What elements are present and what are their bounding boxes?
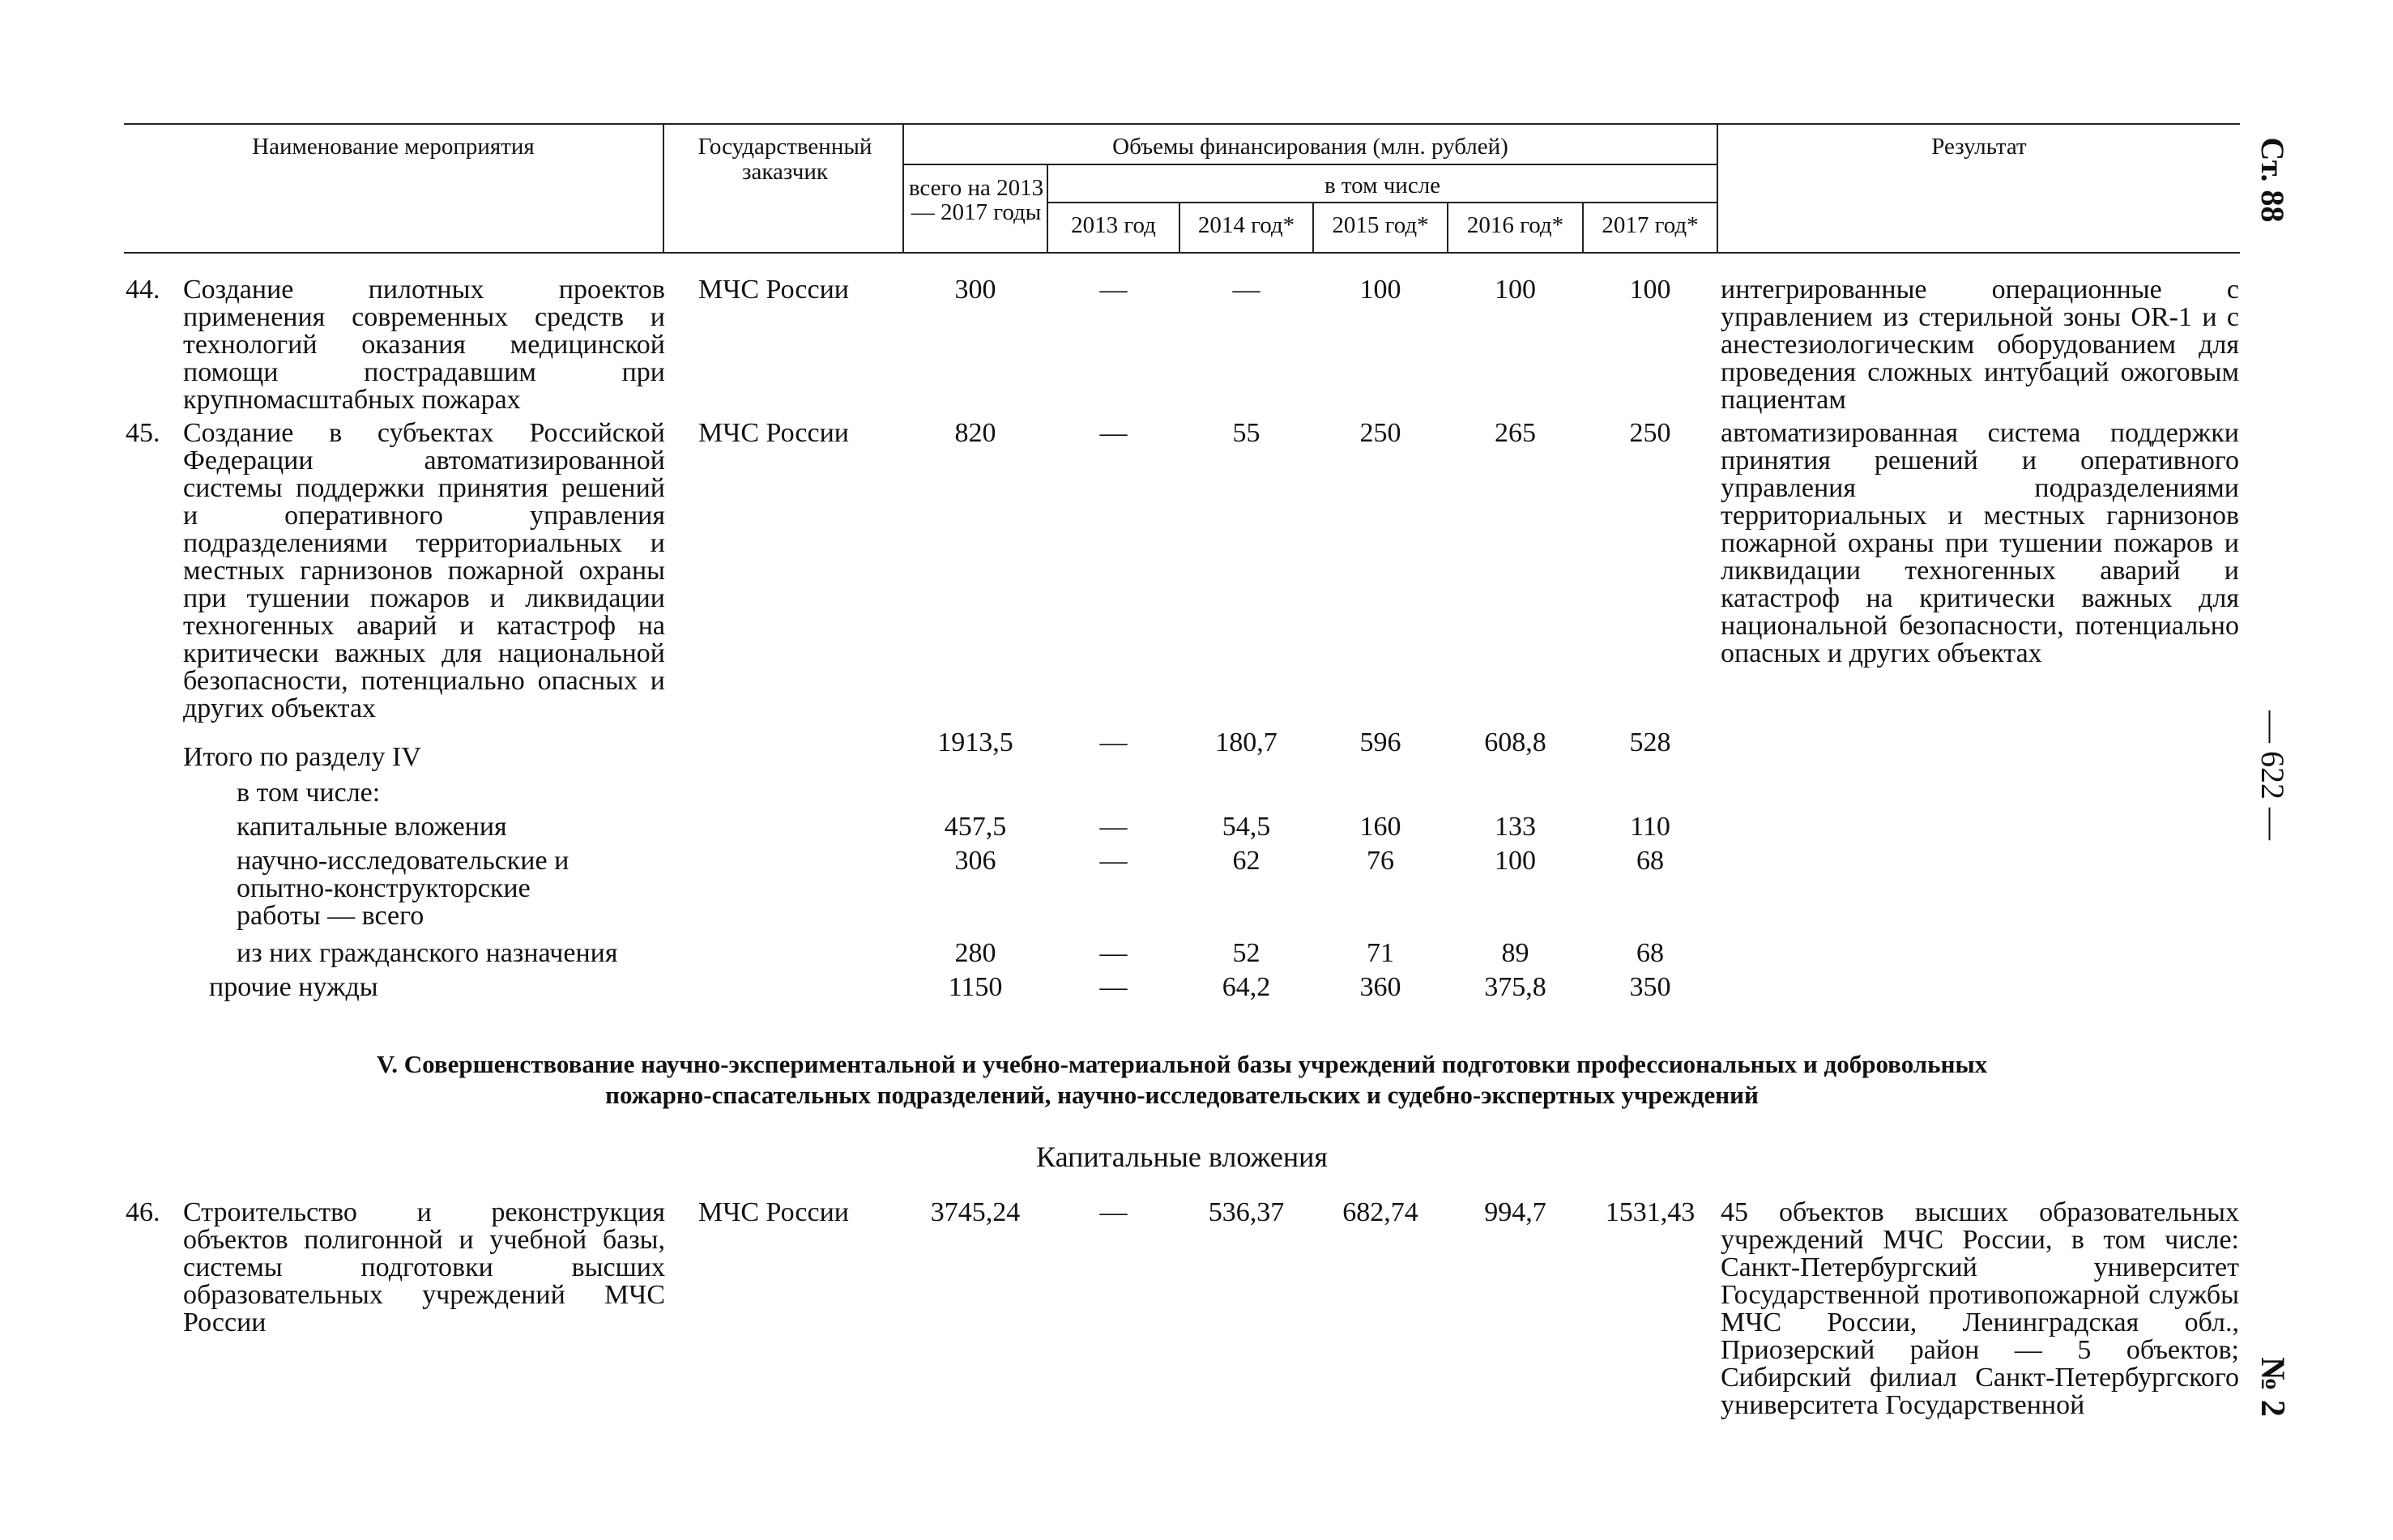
summary-rnd-total: 306 <box>954 846 996 876</box>
row-45-result: автоматизированная система поддержки принятия решений и оперативного управления подразделениями территориальных и местных гарнизонов пожарной охраны при тушении пожаров и ликвидации техногенных аварий и катастроф на критически важных для национальной безопасности, потенциально опасных и других объектах <box>1721 418 2239 668</box>
row-44-2013: — <box>1099 275 1128 305</box>
section-title-line1: V. Совершенствование научно-экспериментальной и учебно-материальной базы учреждений подготовки профессиональных и добровольных <box>376 1050 1988 1078</box>
summary-other-2014: 64,2 <box>1222 972 1271 1002</box>
summary-other-total: 1150 <box>948 972 1003 1002</box>
summary-civil-label: из них гражданского назначения <box>237 938 618 968</box>
section-subtitle: Капитальные вложения <box>1036 1141 1328 1173</box>
row-45-total: 820 <box>954 418 996 448</box>
summary-rnd-2013: — <box>1099 846 1128 876</box>
row-46-name: Строительство и реконструкция объектов полигонной и учебной базы, системы подготовки высших образовательных учреждений МЧС России <box>183 1197 665 1337</box>
summary-civil-2016: 89 <box>1501 938 1529 968</box>
summary-total-2014: 180,7 <box>1215 727 1278 757</box>
row-44-total: 300 <box>954 275 996 305</box>
header-year-2017: 2017 год* <box>1602 212 1699 238</box>
summary-other-2017: 350 <box>1629 972 1671 1002</box>
row-46-2015: 682,74 <box>1342 1197 1418 1227</box>
row-45-number: 45. <box>126 418 160 448</box>
header-volumes: Объемы финансирования (млн. рублей) <box>1112 134 1508 160</box>
summary-other-2013: — <box>1099 972 1128 1002</box>
summary-civil-2015: 71 <box>1367 938 1394 968</box>
row-46-result: 45 объектов высших образовательных учреждений МЧС России, в том числе: Санкт-Петербургский университет Государственной противопожарной службы МЧС России, Ленинградская обл., Приозерский район — 5 объектов; Сибирский филиал Санкт-Петербургского университета Государственной <box>1721 1197 2239 1420</box>
row-45-2017: 250 <box>1629 418 1671 448</box>
side-top-label: Ст. 88 <box>2254 137 2291 223</box>
row-44-result: интегрированные операционные с управлением из стерильной зоны OR-1 и с анестезиологическим оборудованием для проведения сложных интубаций ожоговым пациентам <box>1721 275 2239 415</box>
row-46-2016: 994,7 <box>1484 1197 1546 1227</box>
summary-other-label: прочие нужды <box>209 972 378 1002</box>
row-45-name: Создание в субъектах Российской Федерации автоматизированной системы поддержки принятия решений и оперативного управления подразделениями территориальных и местных гарнизонов пожарной охраны при тушении пожаров и ликвидации техногенных аварий и катастроф на критически важных для национальной безопасности, потенциально опасных и других объектах <box>183 418 665 723</box>
row-46-2013: — <box>1099 1197 1128 1227</box>
summary-civil-total: 280 <box>954 938 996 968</box>
row-44-2016: 100 <box>1495 275 1536 305</box>
summary-capital-2013: — <box>1099 812 1128 842</box>
header-year-2014: 2014 год* <box>1197 212 1295 238</box>
summary-rnd-2016: 100 <box>1495 846 1536 876</box>
table-header-bottom-rule <box>124 252 2240 254</box>
row-46-2017: 1531,43 <box>1605 1197 1696 1227</box>
row-44-name: Создание пилотных проектов применения современных средств и технологий оказания медицинской помощи пострадавшим при крупномасштабных пожарах <box>183 275 665 415</box>
side-middle-label: — 622 — <box>2254 710 2291 840</box>
row-45-2014: 55 <box>1232 418 1260 448</box>
row-46-2014: 536,37 <box>1208 1197 1285 1227</box>
header-customer: Государственный заказчик <box>697 134 872 185</box>
summary-capital-label: капитальные вложения <box>237 812 507 842</box>
summary-total-total: 1913,5 <box>937 727 1013 757</box>
row-45-2015: 250 <box>1359 418 1401 448</box>
volumes-under-rule <box>902 164 1717 165</box>
summary-civil-2014: 52 <box>1232 938 1260 968</box>
summary-capital-2015: 160 <box>1359 812 1401 842</box>
header-year-2015: 2015 год* <box>1332 212 1429 238</box>
row-44-2017: 100 <box>1629 275 1671 305</box>
summary-including-label: в том числе: <box>237 778 381 808</box>
summary-total-2017: 528 <box>1629 727 1671 757</box>
summary-capital-2016: 133 <box>1495 812 1536 842</box>
side-bottom-label: № 2 <box>2254 1357 2291 1417</box>
summary-rnd-label: научно-исследовательские и опытно-конструкторские работы — всего <box>237 846 569 931</box>
row-44-2015: 100 <box>1359 275 1401 305</box>
row-44-2014: — <box>1232 275 1260 305</box>
header-year-2013: 2013 год <box>1071 212 1156 238</box>
row-46-customer: МЧС России <box>698 1197 849 1227</box>
summary-total-label: Итого по разделу IV <box>183 742 421 772</box>
header-year-2016: 2016 год* <box>1466 212 1564 238</box>
summary-total-2015: 596 <box>1359 727 1401 757</box>
row-44-number: 44. <box>126 275 160 305</box>
row-45-customer: МЧС России <box>698 418 849 448</box>
col-divider-name <box>663 123 664 253</box>
header-result: Результат <box>1931 134 2027 160</box>
section-title-line2: пожарно-спасательных подразделений, научно-исследовательских и судебно-экспертных учреждений <box>605 1081 1759 1109</box>
row-45-2013: — <box>1099 418 1128 448</box>
summary-capital-2014: 54,5 <box>1222 812 1271 842</box>
header-including: в том числе <box>1324 173 1441 198</box>
summary-capital-total: 457,5 <box>944 812 1007 842</box>
summary-rnd-2017: 68 <box>1636 846 1664 876</box>
header-total: всего на 2013— 2017 годы <box>908 175 1044 225</box>
table-top-rule <box>124 123 2240 125</box>
summary-other-2015: 360 <box>1359 972 1401 1002</box>
header-name: Наименование мероприятия <box>252 134 535 160</box>
including-under-rule <box>1047 202 1717 203</box>
row-44-customer: МЧС России <box>698 275 849 305</box>
summary-rnd-2015: 76 <box>1367 846 1394 876</box>
summary-civil-2013: — <box>1099 938 1128 968</box>
row-45-2016: 265 <box>1495 418 1536 448</box>
summary-total-2013: — <box>1099 727 1128 757</box>
summary-total-2016: 608,8 <box>1484 727 1546 757</box>
summary-civil-2017: 68 <box>1636 938 1664 968</box>
summary-other-2016: 375,8 <box>1484 972 1546 1002</box>
summary-rnd-2014: 62 <box>1232 846 1260 876</box>
row-46-number: 46. <box>126 1197 160 1227</box>
summary-capital-2017: 110 <box>1630 812 1670 842</box>
row-46-total: 3745,24 <box>930 1197 1021 1227</box>
